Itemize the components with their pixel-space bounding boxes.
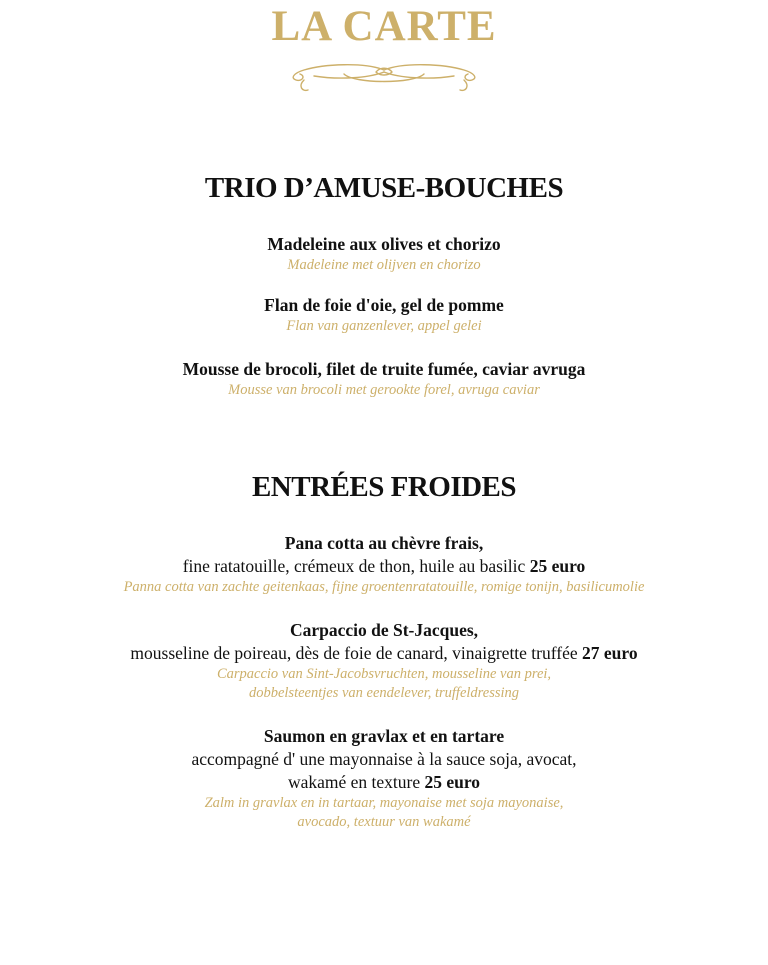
entrees-froides-list	[0, 532, 768, 832]
item-translation: Carpaccio van Sint-Jacobsvruchten, mousseline van prei,	[216, 666, 552, 682]
ornamental-flourish-icon	[284, 58, 484, 98]
item-translation: Flan van ganzenlever, appel gelei	[286, 318, 482, 334]
section-title-amuse-bouches: TRIO D’AMUSE-BOUCHES	[204, 172, 564, 204]
item-name: Madeleine aux olives et chorizo	[267, 234, 501, 254]
item-price: 25 euro	[424, 772, 481, 792]
item-name: Saumon en gravlax et en tartare	[263, 726, 505, 746]
item-translation: dobbelsteentjes van eendelever, truffeldressing	[248, 685, 520, 701]
item-description: fine ratatouille, crémeux de thon, huile au basilic 25 euro	[182, 556, 586, 576]
item-price: 25 euro	[529, 556, 586, 576]
item-translation: avocado, textuur van wakamé	[297, 814, 471, 830]
item-description: mousseline de poireau, dès de foie de canard, vinaigrette truffée 27 euro	[130, 643, 638, 663]
page-title: LA CARTE	[271, 3, 497, 50]
menu-item	[0, 532, 768, 597]
menu-item	[0, 233, 768, 275]
item-name: Mousse de brocoli, filet de truite fumée, caviar avruga	[182, 359, 586, 379]
item-price: 27 euro	[582, 643, 638, 663]
item-description: accompagné d' une mayonnaise à la sauce soja, avocat,	[191, 749, 577, 769]
item-description: wakamé en texture 25 euro	[287, 772, 481, 792]
menu-item	[0, 294, 768, 336]
amuse-bouches-list	[0, 233, 768, 400]
item-name: Flan de foie d'oie, gel de pomme	[264, 295, 504, 315]
item-name: Pana cotta au chèvre frais,	[284, 533, 484, 553]
menu-item	[0, 358, 768, 400]
item-translation: Madeleine met olijven en chorizo	[287, 257, 481, 273]
item-translation: Zalm in gravlax en in tartaar, mayonaise met soja mayonaise,	[204, 795, 564, 811]
item-translation: Panna cotta van zachte geitenkaas, fijne groentenratatouille, romige tonijn, basilicumolie	[123, 579, 645, 595]
item-translation: Mousse van brocoli met gerookte forel, avruga caviar	[228, 382, 540, 398]
item-name: Carpaccio de St-Jacques,	[289, 620, 479, 640]
menu-item	[0, 619, 768, 703]
section-title-entrees-froides: ENTRÉES FROIDES	[251, 471, 517, 503]
menu-item	[0, 725, 768, 832]
